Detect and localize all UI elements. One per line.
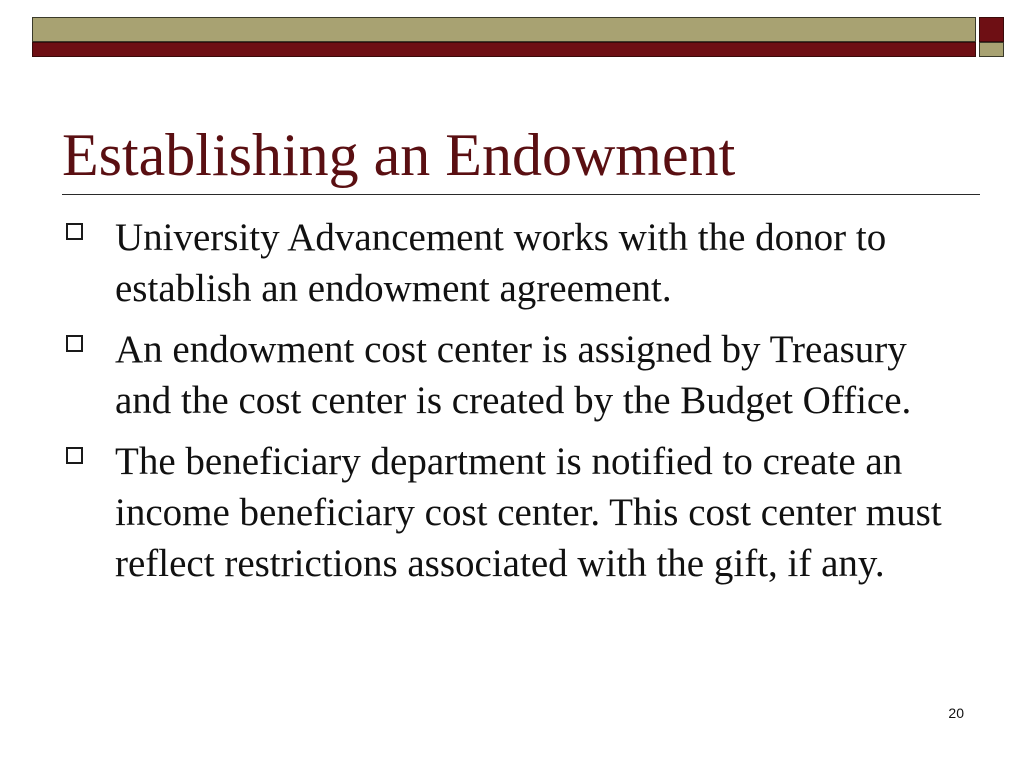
title-divider [62, 194, 980, 195]
banner-olive-bar [32, 17, 976, 42]
hollow-square-icon [66, 447, 83, 464]
bullet-text: An endowment cost center is assigned by Treasury and the cost center is created by the Budget Office. [115, 328, 912, 422]
bullet-item [62, 436, 972, 589]
bullet-text: The beneficiary department is notified to create an income beneficiary cost center. This cost center must reflect restrictions associated with the gift, if any. [115, 440, 942, 585]
bullet-list [62, 212, 972, 599]
page-number: 20 [948, 705, 964, 721]
bullet-item [62, 212, 972, 314]
bullet-item [62, 324, 972, 426]
slide-title: Establishing an Endowment [62, 122, 736, 188]
banner-corner-olive-square [979, 42, 1004, 57]
banner-maroon-bar [32, 42, 976, 57]
bullet-text: University Advancement works with the donor to establish an endowment agreement. [115, 216, 887, 310]
hollow-square-icon [66, 335, 83, 352]
hollow-square-icon [66, 223, 83, 240]
banner-corner-maroon-square [979, 17, 1004, 42]
